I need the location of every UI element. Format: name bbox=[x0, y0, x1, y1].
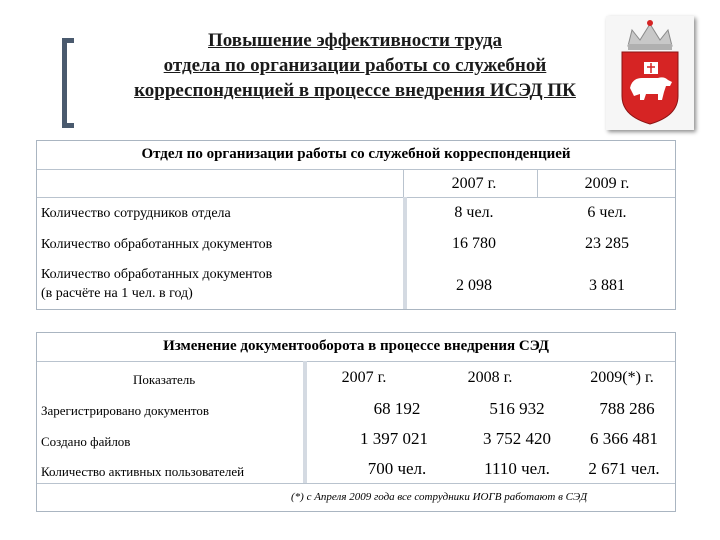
table1-value: 8 чел. bbox=[454, 204, 494, 221]
title-line-2: отдела по организации работы со служебной bbox=[163, 55, 547, 76]
table2-value: 3 752 420 bbox=[483, 429, 551, 448]
table1-row-label: Количество обработанных документов bbox=[41, 267, 273, 282]
table2-caption: Изменение документооборота в процессе внедрения СЭД bbox=[163, 338, 549, 354]
table1-value: 16 780 bbox=[452, 235, 496, 252]
table2-value: 1110 чел. bbox=[484, 459, 550, 478]
table2-footnote: (*) с Апреля 2009 года все сотрудники ИОГВ работают в СЭД bbox=[291, 491, 588, 503]
table2-row-label: Зарегистрировано документов bbox=[41, 403, 210, 418]
table2-value: 6 366 481 bbox=[590, 429, 658, 448]
table2-year-2009: 2009(*) г. bbox=[590, 369, 654, 386]
document-flow-table bbox=[36, 332, 676, 512]
table1-year-2009: 2009 г. bbox=[584, 175, 630, 192]
table1-row-label: Количество обработанных документов bbox=[41, 237, 273, 252]
table1-year-2007: 2007 г. bbox=[451, 175, 497, 192]
table2-value: 1 397 021 bbox=[360, 429, 428, 448]
page-title bbox=[100, 28, 610, 103]
table2-value: 516 932 bbox=[489, 399, 545, 418]
table2-value: 2 671 чел. bbox=[588, 459, 660, 478]
table1-value: 3 881 bbox=[589, 277, 625, 294]
table2-row-label: Создано файлов bbox=[41, 434, 131, 449]
table1-row-label: Количество сотрудников отдела bbox=[41, 206, 231, 221]
table2-year-2007: 2007 г. bbox=[341, 369, 387, 386]
title-line-3: корреспонденцией в процессе внедрения ИСЭД ПК bbox=[134, 80, 576, 101]
table1-value: 2 098 bbox=[456, 277, 492, 294]
table1-value: 6 чел. bbox=[587, 204, 627, 221]
title-line-1: Повышение эффективности труда bbox=[208, 30, 502, 51]
table2-row-label: Количество активных пользователей bbox=[41, 464, 245, 479]
table2-indicator-header: Показатель bbox=[133, 372, 196, 387]
staff-efficiency-table bbox=[36, 140, 676, 310]
table1-value: 23 285 bbox=[585, 235, 629, 252]
table2-year-2008: 2008 г. bbox=[467, 369, 513, 386]
table2-value: 68 192 bbox=[373, 399, 421, 418]
table2-value: 788 286 bbox=[599, 399, 655, 418]
table1-row-label: (в расчёте на 1 чел. в год) bbox=[41, 286, 193, 301]
title-bracket bbox=[62, 38, 74, 128]
table2-value: 700 чел. bbox=[367, 459, 427, 478]
coat-of-arms-emblem bbox=[606, 16, 694, 130]
perm-krai-coat-of-arms-icon bbox=[606, 16, 694, 130]
table1-caption: Отдел по организации работы со служебной корреспонденцией bbox=[141, 146, 571, 162]
